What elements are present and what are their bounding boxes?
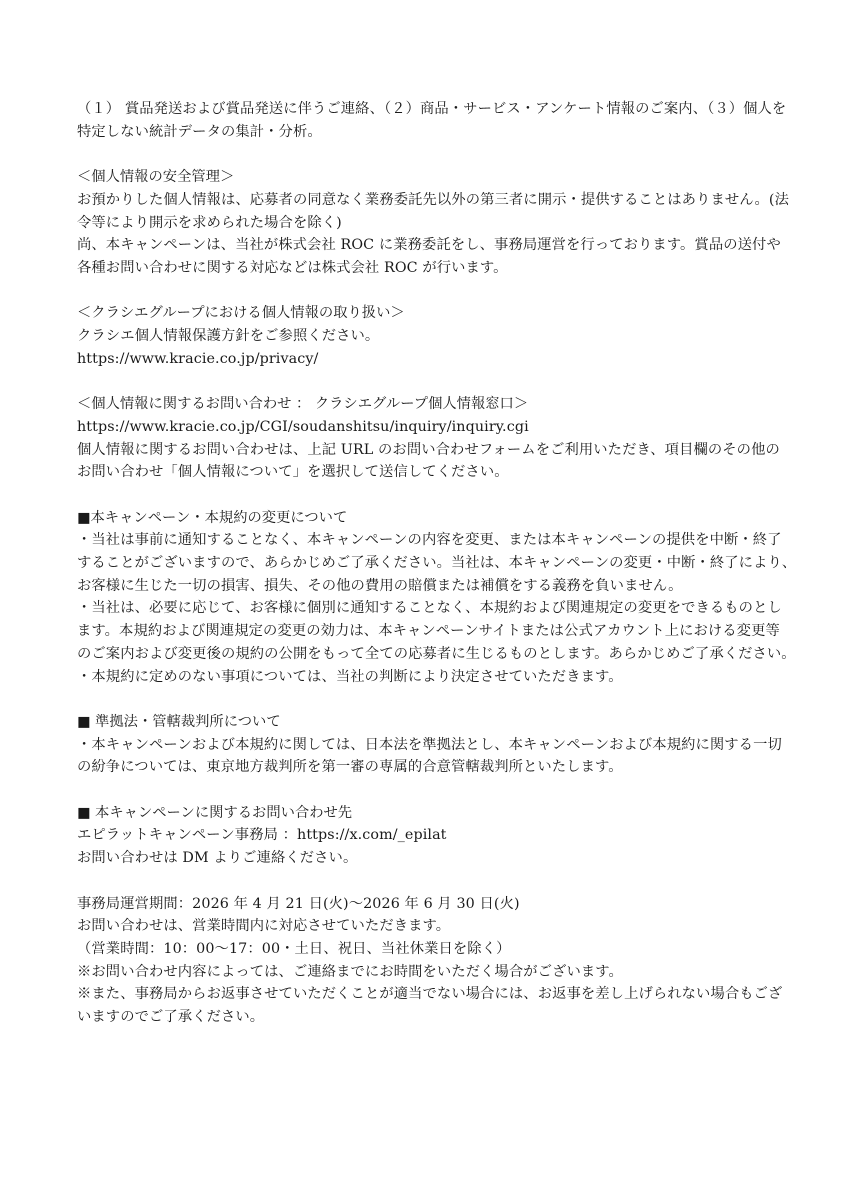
body-text: 令等により開示を求められた場合を除く) — [77, 214, 342, 231]
inquiry-section — [77, 393, 787, 484]
privacy-url: https://www.kracie.co.jp/privacy/ — [77, 350, 319, 367]
spacer — [77, 143, 787, 166]
body-text: ・当社は、必要に応じて、お客様に個別に通知することなく、本規約および関連規定の変更をできるものとし — [77, 600, 782, 617]
section-heading: ■ 準拠法・管轄裁判所について — [77, 713, 281, 730]
body-text: いますのでご了承ください。 — [77, 1009, 265, 1026]
contact-section — [77, 802, 787, 870]
body-text: 特定しない統計データの集計・分析。 — [77, 123, 322, 140]
section-heading: ＜個人情報に関するお問い合わせ ： クラシエグループ個人情報窓口＞ — [77, 396, 529, 413]
spacer — [77, 779, 787, 802]
body-text: のご案内および変更後の規約の公開をもって全ての応募者に生じるものとします。あらかじめご了承ください。 — [77, 645, 796, 662]
body-text: お預かりした個人情報は、応募者の同意なく業務委託先以外の第三者に開示・提供することはありません。(法 — [77, 191, 789, 208]
body-text: エピラットキャンペーン事務局 ：https://x.com/_epilat — [77, 827, 447, 844]
body-text: お問い合わせは DM よりご連絡ください。 — [77, 850, 358, 867]
body-text: お問い合わせは、営業時間内に対応させていただきます。 — [77, 918, 451, 935]
body-text: ・本キャンペーンおよび本規約に関しては、日本法を準拠法とし、本キャンペーンおよび本規約に関する一切 — [77, 736, 782, 753]
section-heading: ■ 本キャンペーンに関するお問い合わせ先 — [77, 804, 353, 821]
body-text: ※また、事務局からお返事させていただくことが適当でない場合には、お返事を差し上げられない場合もござ — [77, 986, 783, 1003]
spacer — [77, 484, 787, 507]
body-text: （１） 賞品発送および賞品発送に伴うご連絡、（２）商品・サービス・アンケート情報のご案内、（３）個人を — [77, 101, 787, 117]
section-heading: ■本キャンペーン・本規約の変更について — [77, 509, 348, 526]
inquiry-url: https://www.kracie.co.jp/CGI/soudanshitsu/inquiry/inquiry.cgi — [77, 418, 529, 435]
body-text: お客様に生じた一切の損害、損失、その他の費用の賠償または補償をする義務を負いません。 — [77, 577, 683, 594]
body-text: 各種お問い合わせに関する対応などは株式会社 ROC が行います。 — [77, 259, 508, 276]
safety-section — [77, 166, 787, 280]
body-text: お問い合わせ「個人情報について」を選択して送信してください。 — [77, 464, 509, 481]
purpose-section — [77, 98, 787, 143]
spacer — [77, 370, 787, 393]
law-section — [77, 711, 787, 779]
group-handling-section — [77, 302, 787, 370]
body-text: 尚、本キャンペーンは、当社が株式会社 ROC に業務委託をし、事務局運営を行っております。賞品の送付や — [77, 237, 781, 254]
office-section — [77, 893, 787, 1029]
body-text: 個人情報に関するお問い合わせは、上記 URL のお問い合わせフォームをご利用いただき、項目欄のその他の — [77, 441, 780, 458]
body-text: ・本規約に定めのない事項については、当社の判断により決定させていただきます。 — [77, 668, 623, 685]
spacer — [77, 280, 787, 303]
section-heading: ＜クラシエグループにおける個人情報の取り扱い＞ — [77, 305, 405, 322]
body-text: ます。本規約および関連規定の変更の効力は、本キャンペーンサイトまたは公式アカウント上における変更等 — [77, 623, 780, 640]
body-text: 事務局運営期間：2026 年 4 月 21 日(火)～2026 年 6 月 30 日(火) — [77, 895, 520, 912]
body-text: （営業時間：10：00～17：00・土日、祝日、当社休業日を除く） — [77, 940, 511, 957]
body-text: ※お問い合わせ内容によっては、ご連絡までにお時間をいただく場合がございます。 — [77, 963, 623, 980]
body-text: の紛争については、東京地方裁判所を第一審の専属的合意管轄裁判所といたします。 — [77, 759, 623, 776]
body-text: することがございますので、あらかじめご了承ください。当社は、本キャンペーンの変更・中断・終了により、 — [77, 555, 797, 571]
body-text: クラシエ個人情報保護方針をご参照ください。 — [77, 328, 380, 344]
spacer — [77, 870, 787, 893]
body-text: ・当社は事前に通知することなく、本キャンペーンの内容を変更、または本キャンペーンの提供を中断・終了 — [77, 532, 782, 549]
spacer — [77, 688, 787, 711]
section-heading: ＜個人情報の安全管理＞ — [77, 169, 235, 186]
changes-section — [77, 507, 797, 689]
